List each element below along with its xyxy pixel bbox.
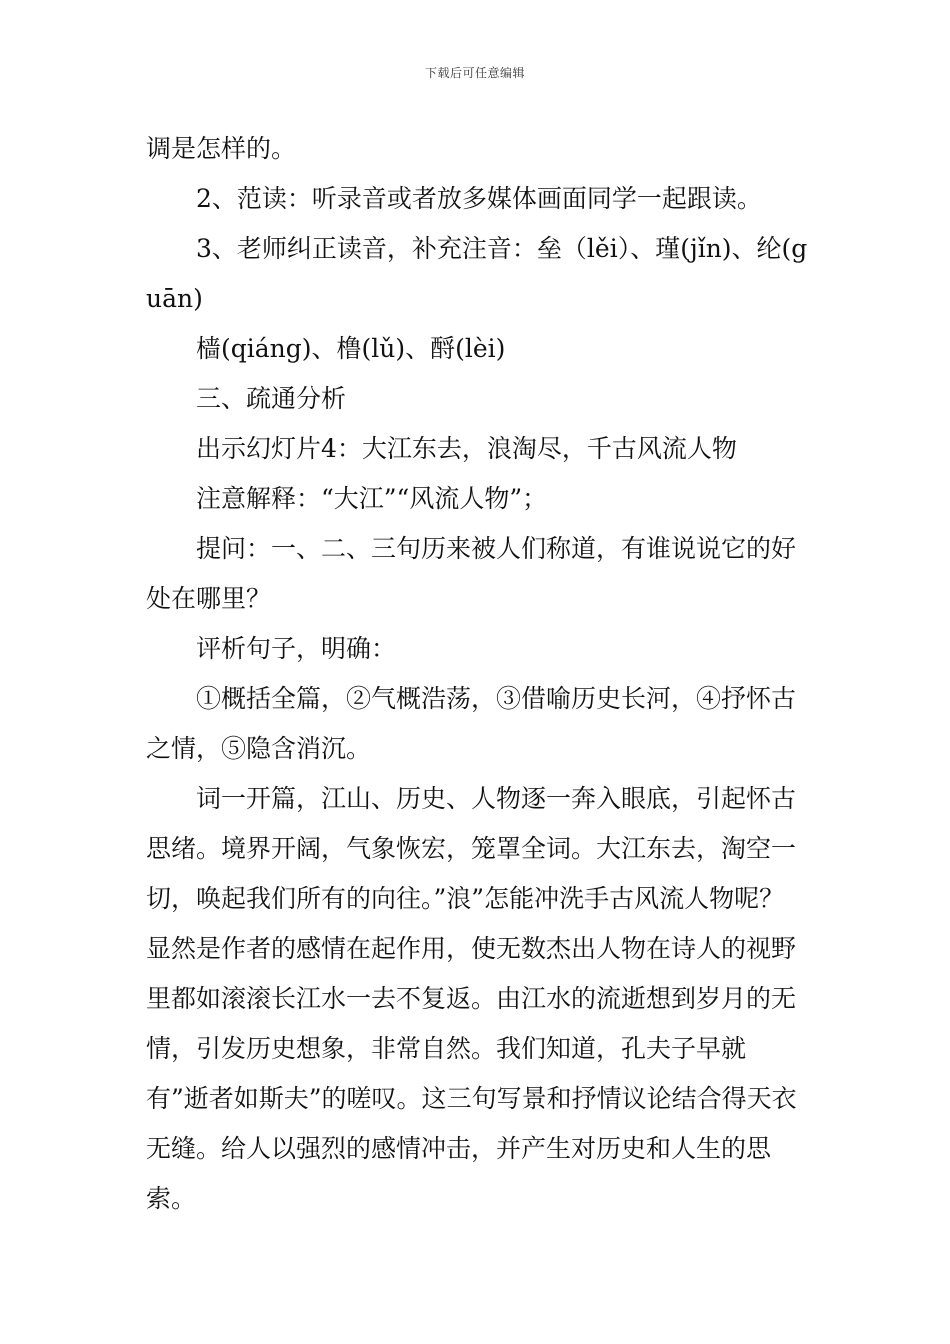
- document-body: [146, 124, 808, 1224]
- paragraph-slide-4: 出示幻灯片4：大江东去，浪淘尽，千古风流人物: [196, 434, 737, 463]
- paragraph-commentary: 词一开篇，江山、历史、人物逐一奔入眼底，引起怀古思绪。境界开阔，气象恢宏，笼罩全词。大江东去，淘空一切，唤起我们所有的向往。”浪”怎能冲洗手古风流人物呢？显然是作者的感情在起作用，使无数杰出人物在诗人的视野里都如滚滚长江水一去不复返。由江水的流逝想到岁月的无情，引发历史想象，非常自然。我们知道，孔夫子早就有”逝者如斯夫”的嗟叹。这三句写景和抒情议论结合得天衣无缝。给人以强烈的感情冲击，并产生对历史和人生的思索。: [146, 784, 797, 1213]
- paragraph-pronunciation-cont: 樯(qiáng)、橹(lǔ)、酹(lèi): [196, 334, 506, 363]
- paragraph-continuation: 调是怎样的。: [146, 134, 297, 163]
- paragraph-pronunciation: 3、老师纠正读音，补充注音：垒（lěi）、瑾(jǐn)、纶(guān): [146, 234, 808, 313]
- paragraph-explanation: 注意解释：“大江”“风流人物”；: [196, 484, 548, 513]
- paragraph-analysis-points: ①概括全篇，②气概浩荡，③借喻历史长河，④抒怀古之情，⑤隐含消沉。: [146, 684, 797, 763]
- paragraph-analysis-intro: 评析句子，明确：: [196, 634, 397, 663]
- paragraph-model-reading: 2、范读：听录音或者放多媒体画面同学一起跟读。: [196, 184, 762, 213]
- paragraph-question: 提问：一、二、三句历来被人们称道，有谁说说它的好处在哪里？: [146, 534, 797, 613]
- page-header: 下载后可任意编辑: [424, 66, 525, 80]
- section-heading-analysis: 三、疏通分析: [196, 384, 347, 413]
